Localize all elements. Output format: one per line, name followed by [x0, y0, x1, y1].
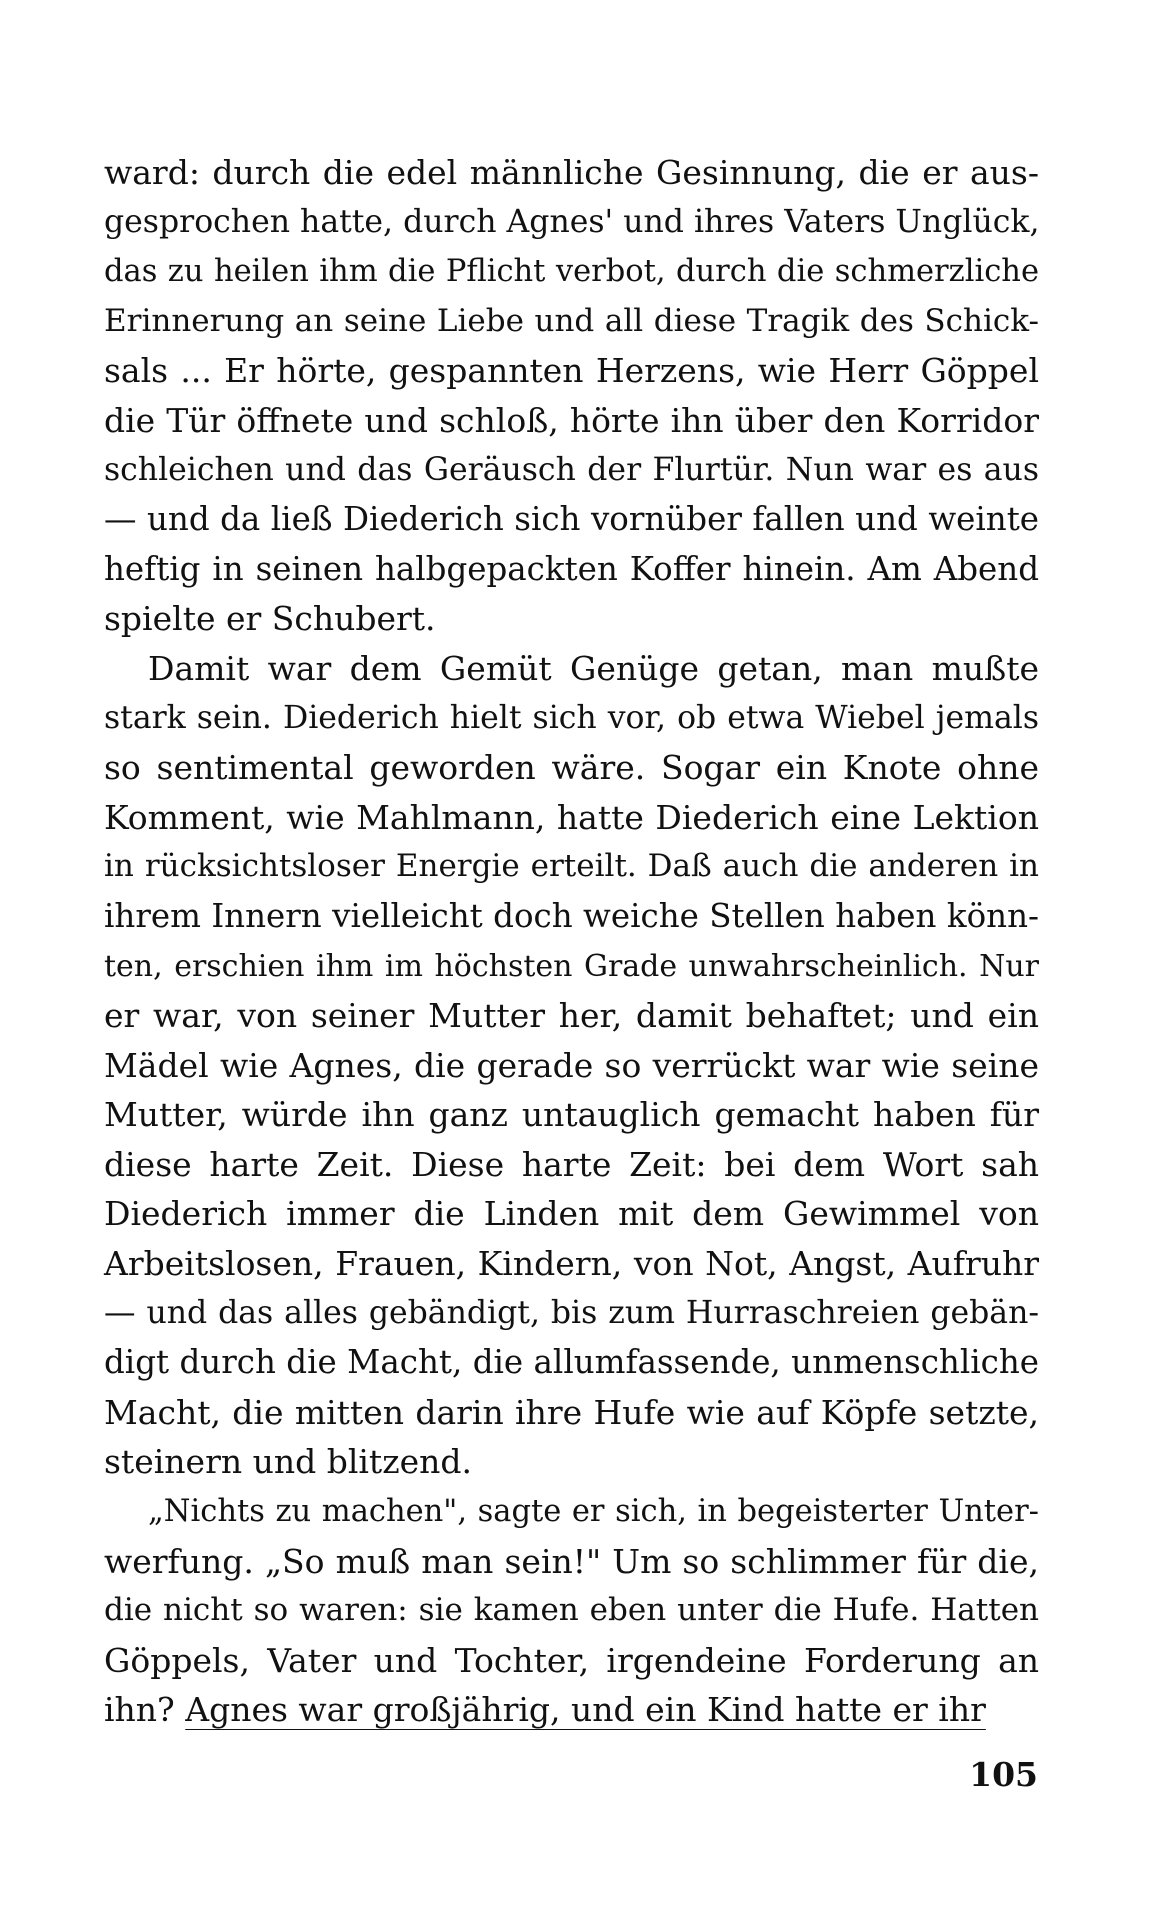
text-line: — und da ließ Diederich sich vornüber fallen und weinte: [104, 500, 1039, 539]
text-line: diese harte Zeit. Diese harte Zeit: bei dem Wort sah: [104, 1144, 1039, 1184]
text-line: spielte er Schubert.: [104, 599, 436, 639]
text-line: die nicht so waren: sie kamen eben unter die Hufe. Hatten: [104, 1592, 1039, 1629]
text-line: Damit war dem Gemüt Genüge getan, man mußte: [148, 648, 1039, 688]
text-line: Erinnerung an seine Liebe und all diese Tragik des Schick-: [104, 302, 1039, 339]
text-line: gesprochen hatte, durch Agnes' und ihres Vaters Unglück,: [104, 203, 1040, 240]
text-line: so sentimental geworden wäre. Sogar ein Knote ohne: [104, 748, 1039, 788]
text-line: in rücksichtsloser Energie erteilt. Daß auch die anderen in: [104, 848, 1039, 885]
text-line: stark sein. Diederich hielt sich vor, ob etwa Wiebel jemals: [104, 699, 1039, 736]
text-line: Diederich immer die Linden mit dem Gewimmel von: [104, 1194, 1039, 1234]
text-line: — und das alles gebändigt, bis zum Hurraschreien gebän-: [104, 1294, 1039, 1331]
text-line: er war, von seiner Mutter her, damit behaftet; und ein: [104, 996, 1039, 1036]
text-line: Mädel wie Agnes, die gerade so verrückt war wie seine: [104, 1045, 1039, 1085]
text-line: werfung. „So muß man sein!" Um so schlimmer für die,: [104, 1541, 1039, 1581]
text-line: Macht, die mitten darin ihre Hufe wie auf Köpfe setzte,: [104, 1392, 1039, 1432]
text-line: steinern und blitzend.: [104, 1442, 472, 1482]
text-line: schleichen und das Geräusch der Flurtür. Nun war es aus: [104, 451, 1039, 488]
underlined-text: Agnes war großjährig, und ein Kind hatte er ihr: [185, 1690, 986, 1730]
text-line: heftig in seinen halbgepackten Koffer hinein. Am Abend: [104, 549, 1039, 588]
page-number: 105: [969, 1755, 1038, 1794]
text-line: Göppels, Vater und Tochter, irgendeine Forderung an: [104, 1640, 1039, 1680]
text-line: digt durch die Macht, die allumfassende, unmenschliche: [104, 1343, 1039, 1382]
body-text: [104, 148, 1039, 1735]
text-line: ward: durch die edel männliche Gesinnung, die er aus-: [104, 153, 1039, 192]
text-line: ten, erschien ihm im höchsten Grade unwahrscheinlich. Nur: [104, 948, 1039, 984]
text-line: die Tür öffnete und schloß, hörte ihn über den Korridor: [104, 400, 1039, 440]
final-line-start: ihn?: [104, 1690, 186, 1730]
text-line: Arbeitslosen, Frauen, Kindern, von Not, Angst, Aufruhr: [104, 1244, 1039, 1284]
text-line: „Nichts zu machen", sagte er sich, in begeisterter Unter-: [148, 1494, 1039, 1530]
text-line: ihrem Innern vielleicht doch weiche Stellen haben könn-: [104, 896, 1039, 935]
text-line: das zu heilen ihm die Pflicht verbot, durch die schmerzliche: [104, 254, 1039, 290]
final-text-line: [104, 1685, 1039, 1735]
text-line: Mutter, würde ihn ganz untauglich gemacht haben für: [104, 1095, 1039, 1135]
text-line: Komment, wie Mahlmann, hatte Diederich eine Lektion: [104, 797, 1039, 837]
text-line: sals ... Er hörte, gespannten Herzens, wie Herr Göppel: [104, 351, 1039, 391]
